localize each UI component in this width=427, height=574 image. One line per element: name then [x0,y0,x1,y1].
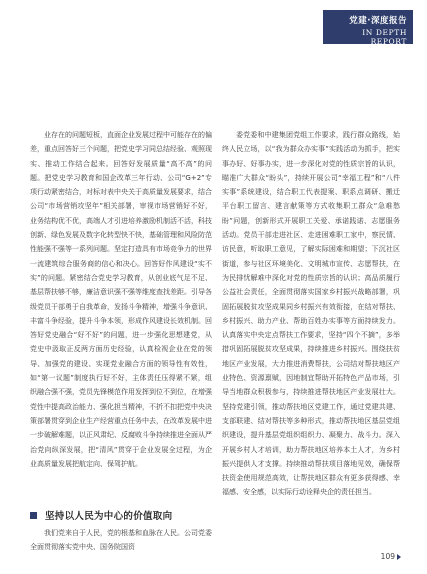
left-column-continued [30,526,212,555]
right-column-paragraph: 委党委和中建集团党组工作要求，践行群众路线，始终人民立场，以“我为群众办实事”实践活动为抓手，把实事办好、好事办实，进一步深化对党的性质宗旨的认识，瞄准广大群众“盼头”，持续开展公司“幸福工程”和“八件实事”系统建设，结合职工代表提案、职系点调研、搬迁平台职工留言、建言献策等方式收集职工群众“急难愁盼”问题，创新形式开展职工关爱、承诺践诺、志愿服务活动。党员干部走进社区、走进困难职工家中，察民情、访民意，听取职工意见，了解实际困难和期望；下沉社区街道，参与社区环境美化、文明城市宣传、志愿帮扶，在为民排忧解难中深化对党的性质宗旨的认识；高品质履行公益社会责任，全面贯彻落实国家乡村振兴战略部署，巩固拓展脱贫攻坚成果同乡村振兴有效衔接，在结对帮扶、乡村振兴、助力产业、帮助百姓办实事等方面持续发力。认真落实中央定点帮扶工作要求，坚持“四个不摘”，多举措巩固拓展脱贫攻坚成果，持续推进乡村振兴。围绕扶贫地区产业发展，大力推进消费帮扶，公司结对帮扶地区产业特色、资源禀赋，因地制宜帮助开拓特色产品市场，引导当地群众积极参与，持续推进帮扶地区产业发展壮大。坚持党建引领，推动帮扶地区党建工作，通过党建共建、支部联建、结对帮扶等多种形式，推动帮扶地区基层党组织建设，提升基层党组织组织力、凝聚力、战斗力。深入开展乡村人才培训，助力帮扶地区培养本土人才，为乡村振兴提供人才支撑。持续推动帮扶项目落地见效，确保帮扶资金使用规范高效，让帮扶地区群众有更多获得感、幸福感、安全感，以实际行动诠释央企的责任担当。 [222,131,400,497]
header-title-en: IN DEPTH REPORT [362,28,407,46]
page-number-arrow-icon [397,554,401,560]
page-number-text: 109 [380,552,395,561]
page-header [323,10,413,44]
page-number [381,552,401,561]
section-heading-text: 坚持以人民为中心的价值取向 [45,511,173,522]
header-title-cn: 党建·深度报告 [349,16,407,26]
section-marker-icon [30,512,37,519]
left-column-paragraph: 业存在的问题短板，直面企业发展过程中可能存在的偏差，重点回答好三个问题，把党史学习同总结经验、观照现实、推动工作结合起来。回答好发展质量“高不高”的问题。把党史学习教育和国企改革三年行动、公司“G+2”专项行动紧密结合，对标对表中央关于高质量发展要求，结合公司“市场营销攻坚年”相关部署，审视市场营销好不好，业务结构优不优，高端人才引进培养激励机制活不活，科技创新、绿色发展及数字化转型快不快，基础管理和风险防范性能强不强等一系列问题。坚定打造具有市场竞争力的世界一流建筑综合服务商的信心和决心。回答好作风建设“实不实”的问题。紧密结合党史学习教育，从创业底气足不足、基层帮扶够不够，廉洁意识强不强等维度查找差距。引导各级党员干部勇于自我革命，发扬斗争精神，增强斗争意识、丰富斗争经验，提升斗争本领，形成作风建设长效机制。回答好党史融合“好不好”的问题，进一步强化思想建党，从党史中汲取正反两方面历史经验，认真检视企业在党的领导、加强党的建设、实现党业融合方面的领导性有效性，如“第一议题”制度执行好不好，主体责任压得紧不紧，组织融合强不强，党员先锋模范作用发挥到位不到位，在增强党性中提高政治能力、强化担当精神，不折不扣把党中央决策部署贯穿到企业生产经营重点任务中去，在改革发展中进一步破解难题，以正风肃纪、反腐败斗争持续推进全面从严治党向纵深发展，把“清风”贯穿于企业发展全过程，为企业高质量发展把航定向、保驾护航。 [30,131,212,468]
left-column [30,128,212,471]
left-column-paragraph-2: 我们党来自于人民，党的根基和血脉在人民。公司党委全面贯彻落实党中央、国务院国资 [30,529,212,552]
right-column [222,128,400,500]
section-heading [30,508,212,522]
